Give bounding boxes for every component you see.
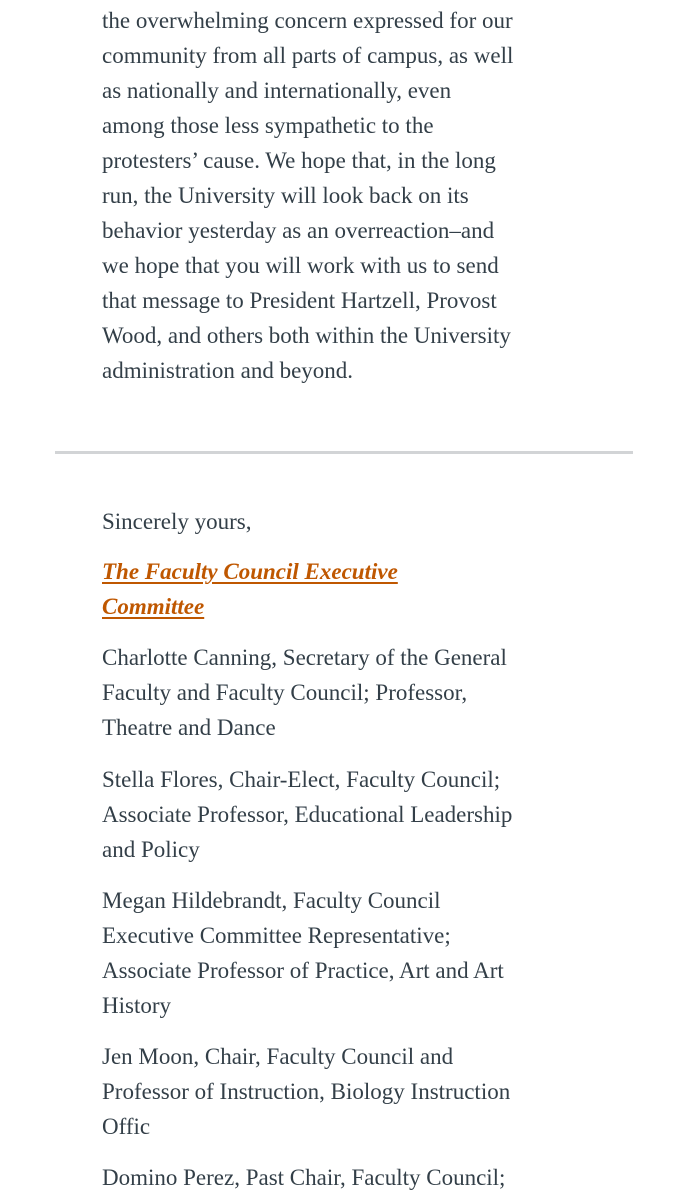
committee-link-line: The Faculty Council Executive <box>102 559 398 584</box>
member-line: Domino Perez, Past Chair, Faculty Council; <box>102 1165 506 1190</box>
member-line: Faculty and Faculty Council; Professor, <box>102 680 468 705</box>
body-line: Wood, and others both within the University <box>102 323 511 348</box>
body-line: the overwhelming concern expressed for our <box>102 8 513 33</box>
body-line: we hope that you will work with us to send <box>102 253 499 278</box>
letter-body-paragraph <box>102 3 592 388</box>
member-entry-flores <box>102 762 602 867</box>
member-line: Associate Professor of Practice, Art and Art <box>102 958 504 983</box>
committee-link[interactable] <box>102 554 398 624</box>
member-line: Jen Moon, Chair, Faculty Council and <box>102 1044 454 1069</box>
member-entry-perez <box>102 1160 602 1195</box>
member-entry-canning <box>102 640 602 745</box>
body-line: among those less sympathetic to the <box>102 113 434 138</box>
member-line: Megan Hildebrandt, Faculty Council <box>102 888 441 913</box>
member-line: and Policy <box>102 837 200 862</box>
committee-link-line: Committee <box>102 594 205 619</box>
signoff-text: Sincerely yours, <box>102 509 252 534</box>
member-line: History <box>102 993 171 1018</box>
section-divider <box>55 451 633 454</box>
member-line: Stella Flores, Chair-Elect, Faculty Council; <box>102 767 501 792</box>
body-line: that message to President Hartzell, Provost <box>102 288 497 313</box>
body-line: administration and beyond. <box>102 358 354 383</box>
member-line: Associate Professor, Educational Leadership <box>102 802 513 827</box>
member-line: Charlotte Canning, Secretary of the General <box>102 645 507 670</box>
body-line: protesters’ cause. We hope that, in the long <box>102 148 496 173</box>
member-line: Executive Committee Representative; <box>102 923 451 948</box>
member-entry-hildebrandt <box>102 883 602 1023</box>
member-line: Offic <box>102 1114 151 1139</box>
member-line: Theatre and Dance <box>102 715 276 740</box>
body-line: run, the University will look back on its <box>102 183 469 208</box>
body-line: as nationally and internationally, even <box>102 78 452 103</box>
body-line: behavior yesterday as an overreaction–and <box>102 218 495 243</box>
body-line: community from all parts of campus, as well <box>102 43 514 68</box>
member-entry-moon <box>102 1039 602 1144</box>
member-line: Professor of Instruction, Biology Instruction <box>102 1079 511 1104</box>
